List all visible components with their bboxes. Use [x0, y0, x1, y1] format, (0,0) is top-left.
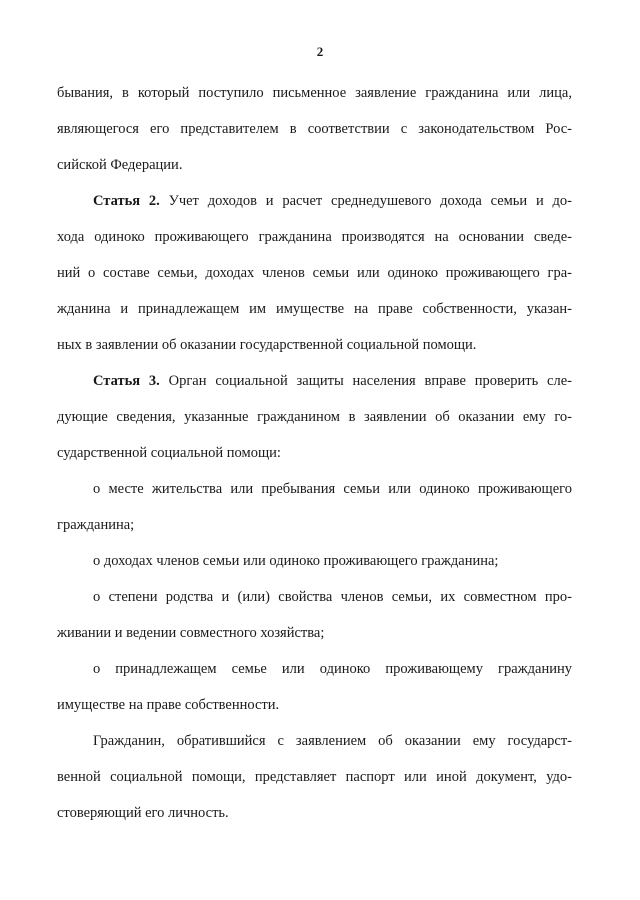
text-line: ных в заявлении об оказании государственной социальной помощи. — [57, 337, 477, 353]
text-line: о степени родства и (или) свойства членов семьи, их совместном про- — [93, 589, 572, 605]
text-line: сударственной социальной помощи: — [57, 445, 281, 461]
text-line: о доходах членов семьи или одиноко проживающего гражданина; — [93, 553, 499, 569]
text-line: гражданина; — [57, 517, 135, 533]
article-2-heading: Статья 2. — [93, 193, 160, 209]
text-line: венной социальной помощи, представляет паспорт или иной документ, удо- — [57, 769, 572, 785]
page-number: 2 — [316, 44, 324, 59]
text-line: Статья 3. Орган социальной защиты населения вправе проверить сле- — [93, 373, 572, 389]
article-3-heading: Статья 3. — [93, 373, 160, 389]
text-line: хода одиноко проживающего гражданина производятся на основании сведе- — [57, 229, 572, 245]
text-line: сийской Федерации. — [57, 157, 183, 173]
text-line: Гражданин, обратившийся с заявлением об оказании ему государст- — [93, 733, 572, 749]
text-line: жданина и принадлежащем им имуществе на праве собственности, указан- — [57, 301, 572, 317]
text-line: являющегося его представителем в соответствии с законодательством Рос- — [57, 121, 572, 137]
text-line: живании и ведении совместного хозяйства; — [57, 625, 325, 641]
text-line: ний о составе семьи, доходах членов семьи или одиноко проживающего гра- — [57, 265, 572, 281]
text-line: Статья 2. Учет доходов и расчет среднедушевого дохода семьи и до- — [93, 193, 572, 209]
text-line: о принадлежащем семье или одиноко проживающему гражданину — [93, 661, 572, 677]
text-line: бывания, в который поступило письменное заявление гражданина или лица, — [57, 85, 572, 101]
text-line: стоверяющий его личность. — [57, 805, 229, 821]
text-line: имуществе на праве собственности. — [57, 697, 280, 713]
text-line: дующие сведения, указанные гражданином в заявлении об оказании ему го- — [57, 409, 572, 425]
text-line: о месте жительства или пребывания семьи или одиноко проживающего — [93, 481, 572, 497]
